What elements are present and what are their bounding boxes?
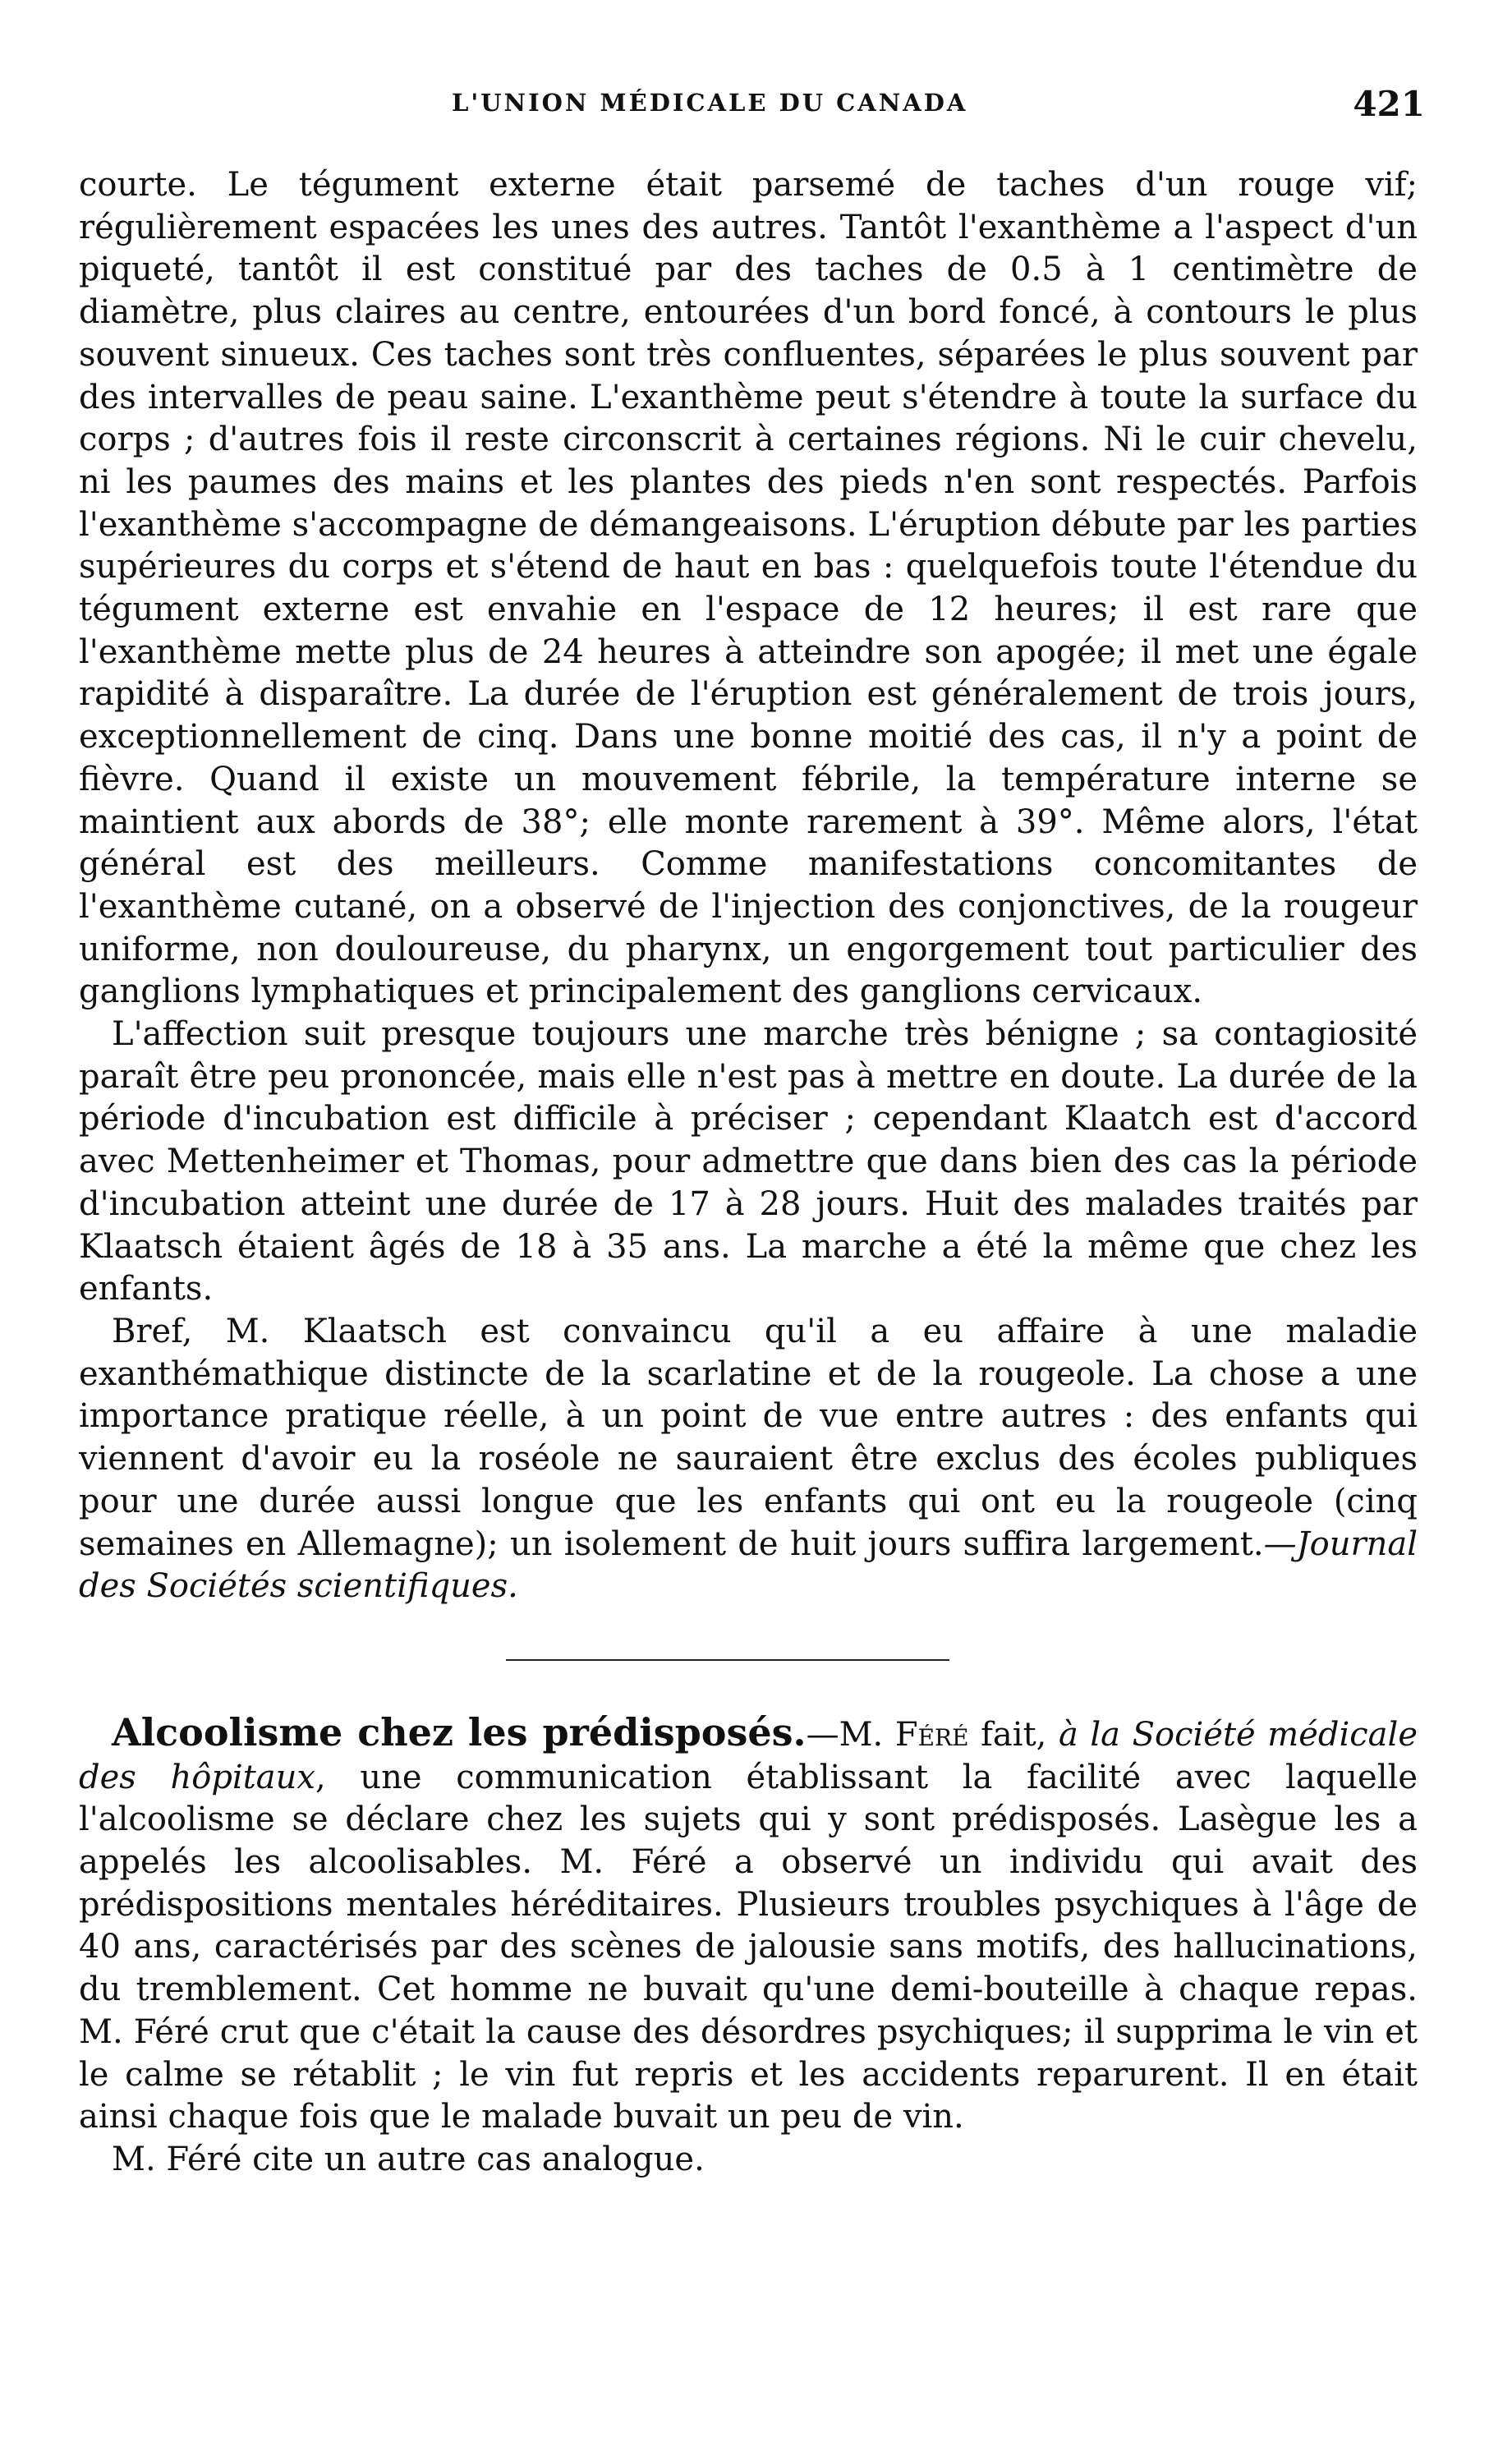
- paragraph-conclusion: [79, 1311, 1418, 1608]
- conclusion-text: Bref, M. Klaatsch est convaincu qu'il a eu affaire à une maladie exanthémathique distincte de la scarlatine et de la rougeole. La chose a une importance pratique réelle, à un point de vue entre autres : des enfants qui viennent d'avoir eu la roséole ne sauraient être exclus des écoles publiques pour une durée aussi longue que les enfants qui ont eu la rougeole (cinq semaines en Allemagne); un isolement de huit jours suffira largement.: [79, 1312, 1418, 1563]
- paragraph-exanthem-description: courte. Le tégument externe était parsemé de taches d'un rouge vif; régulièrement espacées les unes des autres. Tantôt l'exanthème a l'aspect d'un piqueté, tantôt il est constitué par des taches de 0.5 à 1 centimètre de diamètre, plus claires au centre, entourées d'un bord foncé, à contours le plus souvent sinueux. Ces taches sont très confluentes, séparées le plus souvent par des intervalles de peau saine. L'exanthème peut s'étendre à toute la surface du corps ; d'autres fois il reste circonscrit à certaines régions. Ni le cuir chevelu, ni les paumes des mains et les plantes des pieds n'en sont respectés. Parfois l'exanthème s'accompagne de démangeaisons. L'éruption débute par les parties supérieures du corps et s'étend de haut en bas : quelquefois toute l'étendue du tégument externe est envahie en l'espace de 12 heures; il est rare que l'exanthème mette plus de 24 heures à atteindre son apogée; il met une égale rapidité à disparaître. La durée de l'éruption est généralement de trois jours, exceptionnellement de cinq. Dans une bonne moitié des cas, il n'y a point de fièvre. Quand il existe un mouvement fébrile, la température interne se maintient aux abords de 38°; elle monte rarement à 39°. Même alors, l'état général est des meilleurs. Comme manifestations concomitantes de l'exanthème cutané, on a observé de l'injection des conjonctives, de la rougeur uniforme, non douloureuse, du pharynx, un engorgement tout particulier des ganglions lymphatiques et principalement des ganglions cervicaux.: [79, 166, 1418, 1011]
- page-number: 421: [1353, 84, 1425, 124]
- section-divider: [506, 1659, 949, 1661]
- title-dash: —: [806, 1715, 839, 1754]
- venue-name: à la Société médicale des hôpitaux: [79, 1715, 1418, 1796]
- article-title: Alcoolisme chez les prédisposés.: [112, 1709, 807, 1754]
- running-title: L'UNION MÉDICALE DU CANADA: [452, 89, 968, 117]
- paragraph-other-case: M. Féré cite un autre cas analogue.: [112, 2140, 705, 2178]
- page-header: [99, 80, 1441, 138]
- page-body: [79, 164, 1418, 2182]
- source-citation: —Journal des Sociétés scientifiques.: [79, 1525, 1418, 1606]
- paragraph-affection-course: L'affection suit presque toujours une marche très bénigne ; sa contagiosité paraît être peu prononcée, mais elle n'est pas à mettre en doute. La durée de la période d'incubation est difficile à préciser ; cependant Klaatch est d'accord avec Mettenheimer et Thomas, pour admettre que dans bien des cas la période d'incubation atteint une durée de 17 à 28 jours. Huit des malades traités par Klaatsch étaient âgés de 18 à 35 ans. La marche a été la même que chez les enfants.: [79, 1015, 1418, 1308]
- paragraph-alcoholism: [79, 1709, 1418, 2139]
- text-fait: fait,: [968, 1715, 1059, 1754]
- article-author: M. Féré: [839, 1715, 969, 1754]
- alcoholism-body-text: , une communication établissant la facilité avec laquelle l'alcoolisme se déclare chez les sujets qui y sont prédisposés. Lasègue les a appelés les alcoolisables. M. Féré a observé un individu qui avait des prédispositions mentales héréditaires. Plusieurs troubles psychiques à l'âge de 40 ans, caractérisés par des scènes de jalousie sans motifs, des hallucinations, du tremblement. Cet homme ne buvait qu'une demi-bouteille à chaque repas. M. Féré crut que c'était la cause des désordres psychiques; il supprima le vin et le calme se rétablit ; le vin fut repris et les accidents reparurent. Il en était ainsi chaque fois que le malade buvait un peu de vin.: [79, 1758, 1418, 2136]
